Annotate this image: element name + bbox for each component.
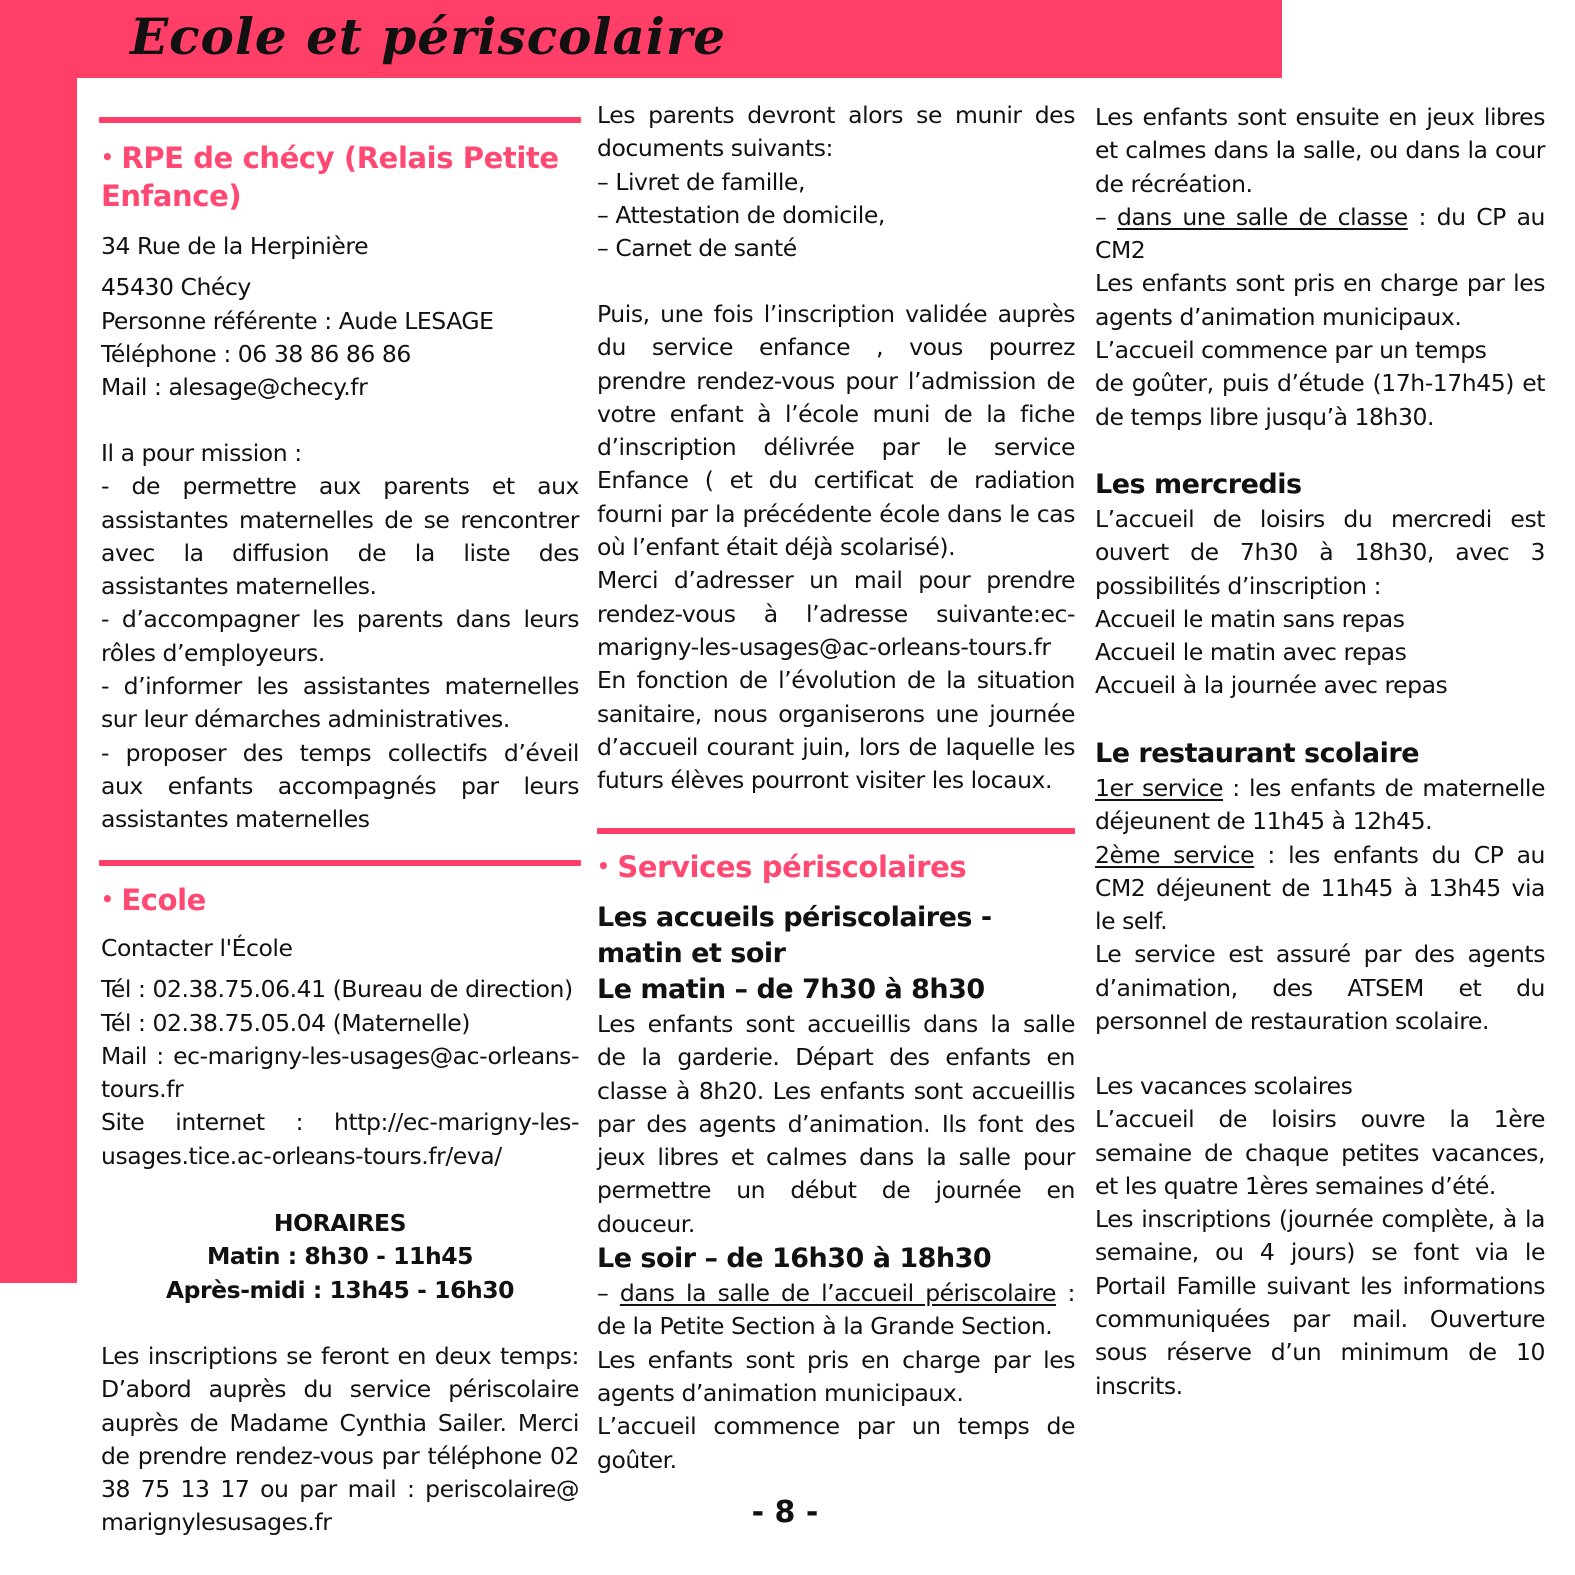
- page-title: Ecole et périscolaire: [130, 7, 727, 66]
- matin-heading: Le matin – de 7h30 à 8h30: [597, 974, 985, 1005]
- mercredis-heading: Les mercredis: [1095, 469, 1302, 500]
- section-title-rpe: • RPE de chécy (Relais Petite Enfance): [101, 141, 559, 213]
- ecole-website: Site internet : http://ec-marigny-les-usages.tice.ac-orleans-tours.fr/eva/: [101, 1108, 579, 1170]
- accueils-heading: Les accueils périscolaires - matin et soir: [597, 902, 992, 969]
- mercredi-option: Accueil le matin avec repas: [1095, 638, 1407, 667]
- soir-continued: Les enfants sont ensuite en jeux libres et calmes dans la salle, ou dans la cour de récréation. – dans une salle de classe : du CP au CM2 Les enfants sont pris en charge par les agents d’animation municipaux. L’accueil commence par un temps de goûter, puis d’étude (17h-17h45) et de temps libre jusqu’à 18h30.: [1095, 103, 1545, 431]
- mercredis-block: Les mercredis L’accueil de loisirs du mercredi est ouvert de 7h30 à 18h30, avec 3 possibilités d’inscription : Accueil le matin sans repas Accueil le matin avec repas Accueil à la journée avec repas: [1095, 467, 1545, 703]
- service-label: 1er service: [1095, 774, 1224, 802]
- accueils-block: Les accueils périscolaires - matin et soir Le matin – de 7h30 à 8h30 Les enfants sont accueillis dans la salle de la garderie. Départ des enfants en classe à 8h20. Les enfants sont accueillis par des agents d’animation. Ils font des jeux libres et calmes dans la salle pour permettre un début de journée en douceur. Le soir – de 16h30 à 18h30 – dans la salle de l’accueil périscolaire : de la Petite Section à la Grande Section. Les enfants sont pris en charge par les agents d’animation municipaux. L’accueil commence par un temps de goûter.: [597, 902, 1075, 1474]
- section-divider: [99, 860, 581, 866]
- section-divider: [99, 117, 581, 123]
- location-label: dans la salle de l’accueil périscolaire: [619, 1279, 1056, 1308]
- document-item: – Carnet de santé: [597, 234, 797, 263]
- mercredi-option: Accueil à la journée avec repas: [1095, 671, 1448, 700]
- rpe-missions: Il a pour mission : - de permettre aux parents et aux assistantes maternelles de se rencontrer avec la diffusion de la liste des assistantes maternelles. - d’accompagner les parents dans leurs rôles d’employeurs. - d’informer les assistantes maternelles sur leur démarches administratives. - proposer des temps collectifs d’éveil aux enfants accompagnés par leurs assistantes maternelles: [101, 437, 579, 837]
- bullet-icon: •: [597, 854, 610, 878]
- mission-item: - proposer des temps collectifs d’éveil aux enfants accompagnés par leurs assistantes maternelles: [101, 738, 579, 834]
- document-item: – Livret de famille,: [597, 167, 805, 196]
- mission-item: - d’accompagner les parents dans leurs rôles d’employeurs.: [101, 605, 579, 667]
- mercredi-option: Accueil le matin sans repas: [1095, 604, 1405, 633]
- bullet-icon: •: [101, 887, 114, 911]
- soir-heading: Le soir – de 16h30 à 18h30: [597, 1243, 992, 1275]
- vacances-heading: Les vacances scolaires: [1095, 1072, 1353, 1100]
- ecole-contact: Contacter l'École Tél : 02.38.75.06.41 (Bureau de direction) Tél : 02.38.75.05.04 (Maternelle) Mail : ec-marigny-les-usages@ac-orleans-tours.fr Site internet : http://ec-marigny-les-usages.tice.ac-orleans-tours.fr/eva/: [101, 932, 579, 1173]
- vacances-block: Les vacances scolaires L’accueil de loisirs ouvre la 1ère semaine de chaque petites vacances, et les quatre 1ères semaines d’été. Les inscriptions (journée complète, à la semaine, ou 4 jours) se font via le Portail Famille suivant les informations communiquées par mail. Ouverture sous réserve d’un minimum de 10 inscrits.: [1095, 1072, 1545, 1400]
- section-divider: [597, 828, 1075, 834]
- document-item: – Attestation de domicile,: [597, 200, 885, 229]
- inscriptions-text: Les inscriptions se feront en deux temps: D’abord auprès du service périscolaire auprès de Madame Cynthia Sailer. Merci de prendre rendez-vous par téléphone 02 38 75 13 17 ou par mail : periscolaire@ marignylesusages.fr: [101, 1342, 579, 1537]
- service-label: 2ème service: [1095, 840, 1255, 869]
- restaurant-block: Le restaurant scolaire 1er service : les enfants de maternelle déjeunent de 11h45 à 12h45. 2ème service : les enfants du CP au CM2 déjeunent de 11h45 à 13h45 via le self. Le service est assuré par des agents d’animation, des ATSEM et du personnel de restauration scolaire.: [1095, 738, 1545, 1036]
- location-label: dans une salle de classe: [1117, 202, 1408, 231]
- mission-item: - d’informer les assistantes maternelles sur leur démarches administratives.: [101, 672, 579, 734]
- section-title-periscolaire: • Services périscolaires: [597, 850, 967, 884]
- restaurant-heading: Le restaurant scolaire: [1095, 738, 1420, 769]
- rpe-mail: Mail : alesage@checy.fr: [101, 373, 368, 402]
- admission-block: Puis, une fois l’inscription validée auprès du service enfance , vous pourrez prendre rendez-vous pour l’admission de votre enfant à l’école muni de la fiche d’inscription délivrée par le service Enfance ( et du certificat de radiation fourni par la précédente école dans le cas où l’enfant était déjà scolarisé). Merci d’adresser un mail pour prendre rendez-vous à l’adresse suivante:ec-marigny-les-usages@ac-orleans-tours.fr En fonction de l’évolution de la situation sanitaire, nous organiserons une journée d’accueil courant juin, lors de laquelle les futurs élèves pourront visiter les locaux.: [597, 300, 1075, 795]
- section-title-ecole: • Ecole: [101, 883, 206, 917]
- bullet-icon: •: [101, 145, 114, 169]
- mission-item: - de permettre aux parents et aux assistantes maternelles de se rencontrer avec la diffusion de la liste des assistantes maternelles.: [101, 472, 579, 601]
- rpe-address: 34 Rue de la Herpinière 45430 Chécy Personne référente : Aude LESAGE Téléphone : 06 38 86 86 86 Mail : alesage@checy.fr: [101, 230, 579, 404]
- documents-block: Les parents devront alors se munir des documents suivants: – Livret de famille, – Attestation de domicile, – Carnet de santé: [597, 99, 1075, 265]
- horaires-block: HORAIRES Matin : 8h30 - 11h45 Après-midi : 13h45 - 16h30: [165, 1209, 515, 1304]
- page-number: - 8 -: [751, 1495, 819, 1530]
- left-accent-band: [0, 0, 77, 1283]
- ecole-mail: Mail : ec-marigny-les-usages@ac-orleans-tours.fr: [101, 1041, 579, 1104]
